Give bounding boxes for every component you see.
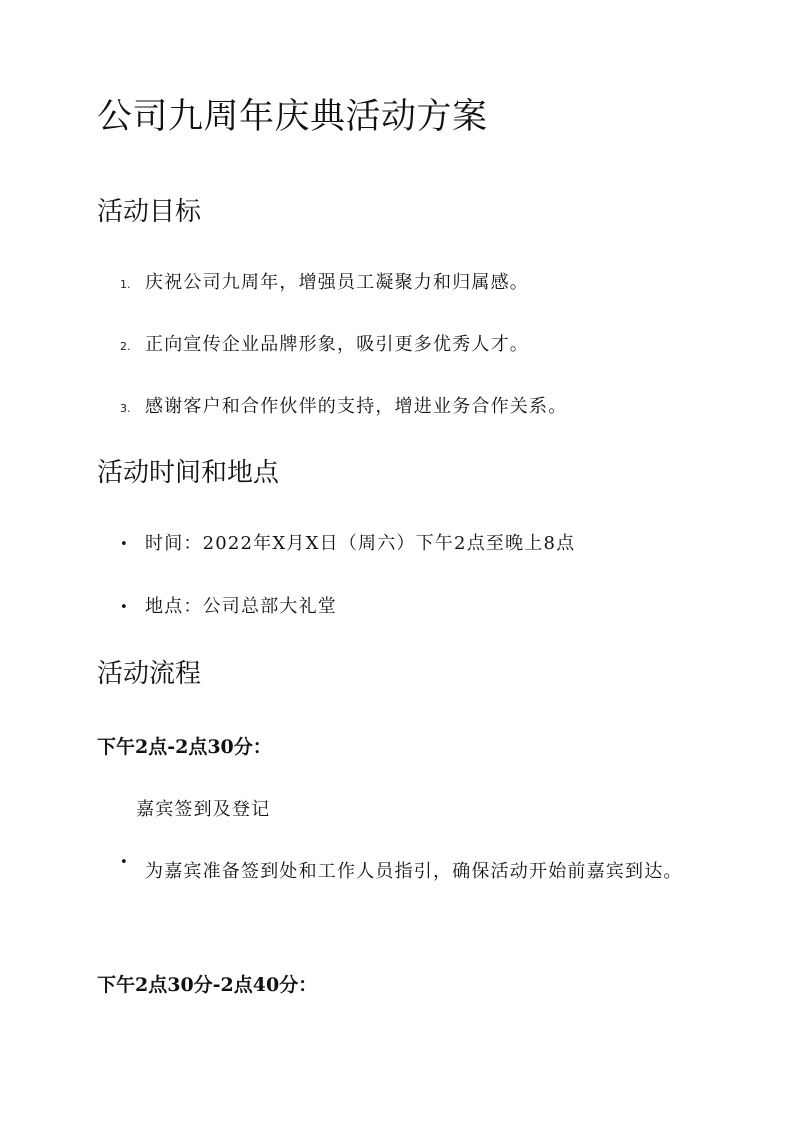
document-title: 公司九周年庆典活动方案 [97, 97, 488, 137]
section-heading-goals: 活动目标 [97, 197, 202, 227]
list-item-text: 为嘉宾准备签到处和工作人员指引，确保活动开始前嘉宾到达。 [145, 861, 683, 882]
list-item-text: 时间：2022年X月X日（周六）下午2点至晚上8点 [145, 533, 576, 554]
flow-time-slot: 下午2点-2点30分： [97, 736, 272, 758]
section-heading-flow: 活动流程 [97, 659, 202, 689]
flow-slot-title: 嘉宾签到及登记 [136, 799, 271, 820]
list-item [120, 331, 529, 361]
bullet-marker: • [120, 537, 128, 552]
list-number: 3. [120, 402, 131, 415]
bullet-marker: • [120, 600, 128, 615]
list-item-text: 感谢客户和合作伙伴的支持，增进业务合作关系。 [145, 396, 568, 417]
list-item-text: 地点：公司总部大礼堂 [145, 596, 337, 617]
flow-time-slot: 下午2点30分-2点40分： [97, 974, 318, 996]
list-item [120, 593, 337, 623]
bullet-marker: • [120, 855, 128, 870]
list-item [120, 530, 575, 560]
section-heading-time-place: 活动时间和地点 [97, 458, 280, 488]
list-item-text: 正向宣传企业品牌形象，吸引更多优秀人才。 [145, 334, 529, 355]
list-item [120, 393, 567, 423]
list-number: 1. [120, 278, 131, 291]
list-item [120, 843, 720, 900]
list-number: 2. [120, 340, 131, 353]
list-item [120, 269, 529, 299]
list-item-text: 庆祝公司九周年，增强员工凝聚力和归属感。 [145, 272, 529, 293]
